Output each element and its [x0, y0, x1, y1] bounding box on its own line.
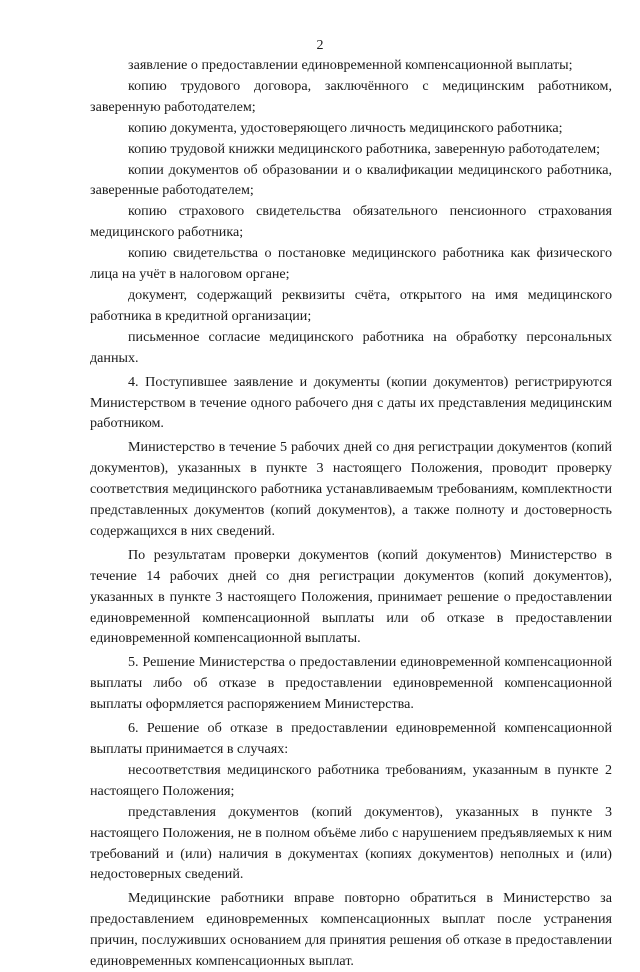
paragraph: документ, содержащий реквизиты счёта, открытого на имя медицинского работника в кредитной организации; — [90, 286, 612, 324]
paragraph: письменное согласие медицинского работника на обработку персональных данных. — [90, 328, 612, 366]
paragraph: По результатам проверки документов (копий документов) Министерство в течение 14 рабочих дней со дня регистрации документов (копий документов), указанных в пункте 3 настоящего Положения, принимает решение о предоставлении единовременной компенсационной выплаты или об отказе в предоставлении единовременной компенсационной выплаты. — [90, 546, 612, 647]
paragraph: копию трудовой книжки медицинского работника, заверенную работодателем; — [128, 140, 601, 157]
paragraph: Министерство в течение 5 рабочих дней со дня регистрации документов (копий документов), указанных в пункте 3 настоящего Положения, проводит проверку соответствия медицинского работника устанавливаемым требованиям, комплектности представленных документов (копий документов), а также полноту и достоверность содержащихся в них сведений. — [90, 439, 612, 539]
page-number: 2 — [316, 38, 324, 53]
paragraph: заявление о предоставлении единовременной компенсационной выплаты; — [128, 57, 573, 73]
paragraph: Медицинские работники вправе повторно обратиться в Министерство за предоставлением единовременных компенсационных выплат после устранения причин, послуживших основанием для принятия решения об отказе в предоставлении единовременных компенсационных выплат. — [90, 890, 612, 970]
paragraph: копии документов об образовании и о квалификации медицинского работника, заверенные работодателем; — [90, 161, 612, 199]
document-body — [90, 55, 612, 972]
paragraph: несоответствия медицинского работника требованиям, указанным в пункте 2 настоящего Положения; — [90, 761, 612, 799]
paragraph: копию трудового договора, заключённого с медицинским работником, заверенную работодателем; — [90, 77, 612, 115]
paragraph: представления документов (копий документов), указанных в пункте 3 настоящего Положения, не в полном объёме либо с нарушением предъявляемых к ним требований и (или) наличия в документах (копиях документов) неполных и (или) недостоверных сведений. — [90, 803, 612, 883]
paragraph: 5. Решение Министерства о предоставлении единовременной компенсационной выплаты либо об отказе в предоставлении единовременной компенсационной выплаты оформляется распоряжением Министерства. — [90, 654, 612, 713]
paragraph: копию страхового свидетельства обязательного пенсионного страхования медицинского работника; — [90, 203, 612, 241]
paragraph: 6. Решение об отказе в предоставлении единовременной компенсационной выплаты принимается в случаях: — [90, 720, 612, 757]
paragraph: копию свидетельства о постановке медицинского работника как физического лица на учёт в налоговом органе; — [90, 245, 612, 283]
paragraph: копию документа, удостоверяющего личность медицинского работника; — [128, 119, 563, 136]
paragraph: 4. Поступившее заявление и документы (копии документов) регистрируются Министерством в течение одного рабочего дня с даты их представления медицинским работником. — [90, 373, 612, 432]
